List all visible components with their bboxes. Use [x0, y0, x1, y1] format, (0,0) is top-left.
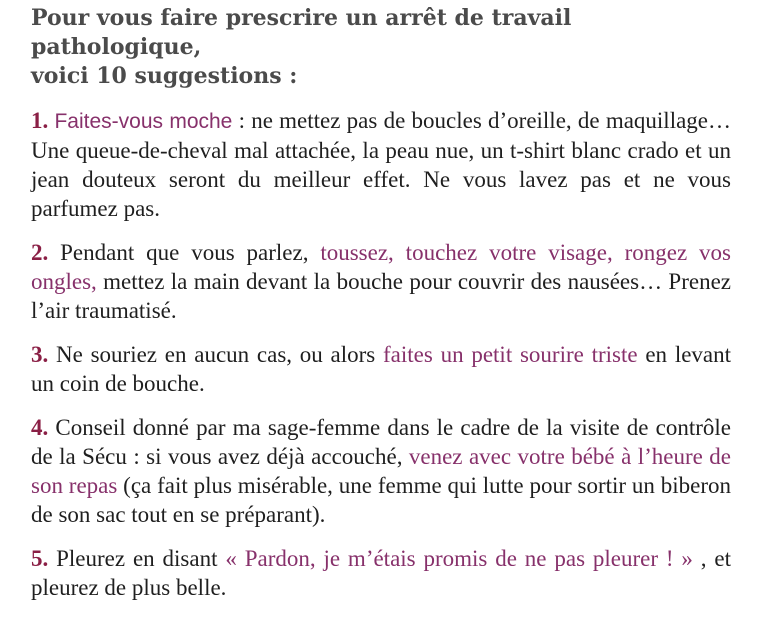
suggestion-text: Ne souriez en aucun cas, ou alors — [56, 342, 384, 367]
suggestion-number: 4. — [31, 415, 49, 440]
suggestion-4 — [31, 413, 731, 529]
suggestion-number: 1. — [31, 108, 49, 133]
suggestion-text: Pendant que vous parlez, — [60, 240, 321, 265]
suggestion-highlight: Faites-vous moche — [54, 110, 233, 133]
suggestion-5 — [31, 544, 731, 602]
suggestion-number: 5. — [31, 546, 49, 571]
heading-line-1: Pour vous faire prescrire un arrêt de travail pathologique, — [31, 5, 572, 60]
suggestion-text: en levant un coin de bouche. — [31, 342, 732, 396]
suggestion-text: , et pleurez de plus belle. — [31, 546, 731, 600]
suggestion-text: : ne mettez pas de boucles d’oreille, de maquillage… Une queue-de-cheval mal attachée, la peau nue, un t-shirt blanc crado et un jean douteux seront du meilleur effet. Ne vous lavez pas et ne vous parfumez pas. — [31, 108, 732, 221]
suggestion-text: (ça fait plus misérable, une femme qui lutte pour sortir un biberon de son sac tout en se préparant). — [31, 473, 731, 527]
suggestion-number: 2. — [31, 240, 49, 265]
suggestion-highlight: toussez, touchez votre visage, rongez vos ongles, — [31, 240, 732, 294]
suggestion-highlight: venez avec votre bébé à l’heure de son repas — [31, 444, 731, 498]
suggestion-highlight: « Pardon, je m’étais promis de ne pas pleurer ! » — [225, 546, 693, 571]
suggestion-1 — [31, 106, 731, 223]
article-heading — [31, 4, 731, 91]
suggestion-3 — [31, 340, 731, 398]
article-page — [31, 4, 731, 617]
suggestion-2 — [31, 238, 731, 325]
suggestion-text: Pleurez en disant — [56, 546, 226, 571]
heading-line-2: voici 10 suggestions : — [31, 63, 298, 89]
suggestion-text: mettez la main devant la bouche pour couvrir des nausées… Prenez l’air traumatisé. — [31, 269, 731, 323]
suggestion-text: Conseil donné par ma sage-femme dans le cadre de la visite de contrôle de la Sécu : si vous avez déjà accouché, — [31, 415, 732, 469]
suggestion-highlight: faites un petit sourire triste — [383, 342, 638, 367]
suggestion-number: 3. — [31, 342, 49, 367]
